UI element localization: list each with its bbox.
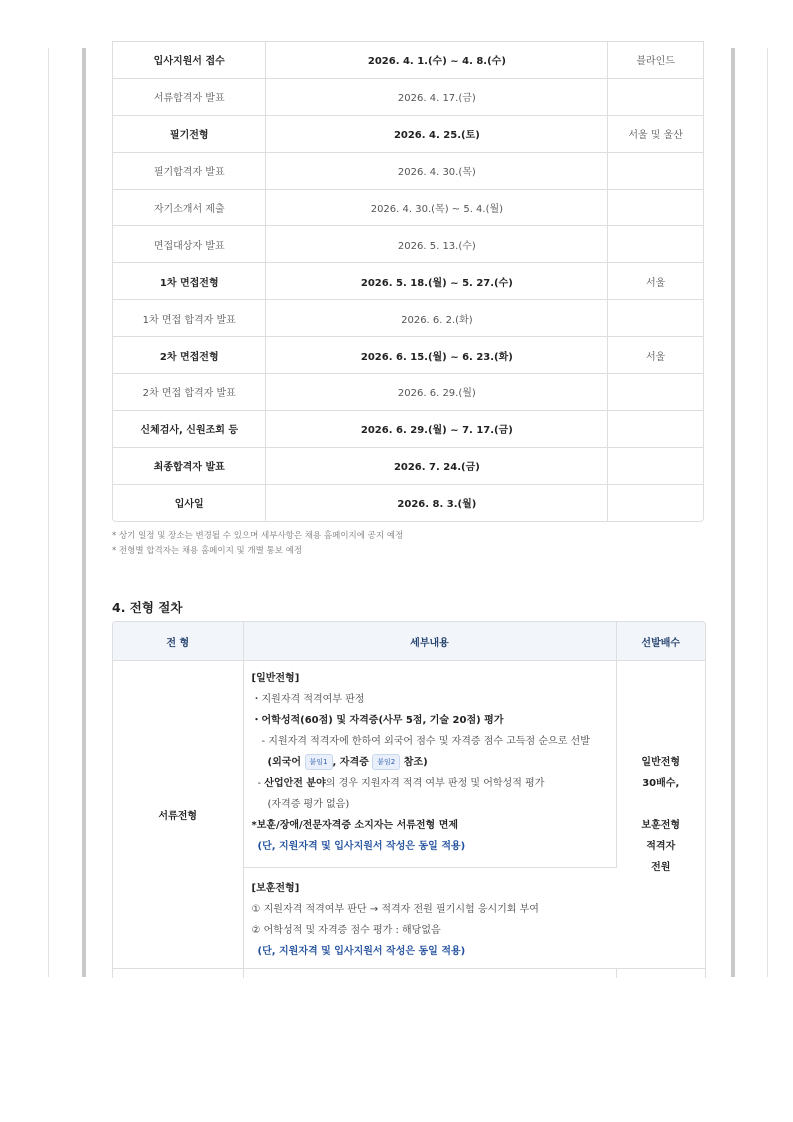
content-bar-left	[82, 48, 86, 977]
schedule-row	[113, 448, 703, 485]
schedule-date: 2026. 4. 25.(토)	[266, 116, 608, 153]
schedule-row	[113, 116, 703, 153]
schedule-note-cell	[608, 190, 703, 227]
reference-text: 참조)	[403, 757, 428, 768]
schedule-date: 2026. 6. 29.(월) ~ 7. 17.(금)	[266, 411, 608, 448]
general-heading: [일반전형]	[251, 673, 300, 684]
schedule-note: * 전형별 합격자는 채용 홈페이지 및 개별 통보 예정	[112, 546, 303, 556]
schedule-row	[113, 411, 703, 448]
section-title: 4. 전형 절차	[112, 600, 183, 615]
next-detail-cell	[243, 969, 616, 979]
schedule-note: * 상기 일정 및 장소는 변경될 수 있으며 세부사항은 채용 홈페이지에 공지 예정	[112, 531, 404, 541]
schedule-row	[113, 226, 703, 263]
reference-text: (외국어	[267, 757, 302, 768]
header-multiple: 선발배수	[616, 622, 705, 661]
document-stage-row	[113, 661, 705, 868]
schedule-row	[113, 42, 703, 79]
veteran-detail-cell	[243, 868, 616, 969]
schedule-step: 필기합격자 발표	[113, 153, 266, 190]
veteran-item: ② 어학성적 및 자격증 점수 평가 : 해당없음	[251, 925, 441, 936]
procedure-table	[113, 622, 705, 978]
schedule-row	[113, 337, 703, 374]
veteran-note: (단, 지원자격 및 입사지원서 작성은 동일 적용)	[257, 946, 466, 957]
schedule-step: 최종합격자 발표	[113, 448, 266, 485]
safety-field-label: 산업안전 분야	[264, 778, 326, 789]
veteran-heading: [보훈전형]	[251, 883, 300, 894]
schedule-step: 신체검사, 신원조회 등	[113, 411, 266, 448]
schedule-step: 필기전형	[113, 116, 266, 153]
schedule-date: 2026. 8. 3.(월)	[266, 485, 608, 521]
header-stage: 전 형	[113, 622, 243, 661]
schedule-row	[113, 79, 703, 116]
page-border-right	[767, 48, 768, 977]
schedule-note-cell: 서울	[608, 337, 703, 374]
content-bar-right	[731, 48, 735, 977]
schedule-body	[113, 42, 703, 521]
exemption-note: (단, 지원자격 및 입사지원서 작성은 동일 적용)	[257, 841, 466, 852]
schedule-row	[113, 485, 703, 521]
schedule-date: 2026. 6. 15.(월) ~ 6. 23.(화)	[266, 337, 608, 374]
general-reference-line	[252, 752, 616, 773]
schedule-step: 서류합격자 발표	[113, 79, 266, 116]
page-border-left	[48, 48, 49, 977]
general-subitem: - 산업안전 분야의 경우 지원자격 적격 여부 판정 및 어학성적 평가	[257, 778, 545, 789]
header-detail: 세부내용	[243, 622, 616, 661]
reference-text: , 자격증	[332, 757, 369, 768]
multiple-veteran-value: 적격자	[646, 840, 676, 852]
attachment1-badge[interactable]: 붙임1	[305, 754, 333, 770]
general-subitem: (자격증 평가 없음)	[267, 799, 350, 810]
schedule-date: 2026. 7. 24.(금)	[266, 448, 608, 485]
schedule-step: 입사지원서 접수	[113, 42, 266, 79]
safety-field-text: 의 경우 지원자격 적격 여부 판정 및 어학성적 평가	[325, 778, 545, 789]
schedule-row	[113, 153, 703, 190]
schedule-note-cell	[608, 411, 703, 448]
schedule-step: 면접대상자 발표	[113, 226, 266, 263]
schedule-date: 2026. 4. 30.(목)	[266, 153, 608, 190]
multiple-general-value: 30배수,	[642, 777, 680, 789]
multiple-veteran-value: 전원	[651, 861, 671, 873]
exemption-text: *보훈/장애/전문자격증 소지자는 서류전형 면제	[251, 820, 459, 831]
schedule-note-cell	[608, 226, 703, 263]
schedule-row	[113, 374, 703, 411]
veteran-item: ① 지원자격 적격여부 판단 → 적격자 전원 필기시험 응시기회 부여	[251, 904, 539, 915]
general-subitem: - 지원자격 적격자에 한하여 외국어 점수 및 자격증 점수 고득점 순으로 선발	[261, 736, 590, 747]
schedule-step: 2차 면접전형	[113, 337, 266, 374]
next-multiple-cell	[616, 969, 705, 979]
general-item: ・지원자격 적격여부 판정	[251, 694, 365, 705]
schedule-row	[113, 300, 703, 337]
schedule-step: 1차 면접전형	[113, 263, 266, 300]
schedule-note-cell: 블라인드	[608, 42, 703, 79]
schedule-row	[113, 263, 703, 300]
multiple-general-label: 일반전형	[641, 756, 681, 768]
schedule-date: 2026. 4. 1.(수) ~ 4. 8.(수)	[266, 42, 608, 79]
general-detail-cell	[243, 661, 616, 868]
schedule-date: 2026. 4. 17.(금)	[266, 79, 608, 116]
schedule-step: 1차 면접 합격자 발표	[113, 300, 266, 337]
stage-name: 서류전형	[113, 661, 243, 969]
multiple-veteran-label: 보훈전형	[641, 819, 681, 831]
schedule-note-cell	[608, 485, 703, 521]
schedule-date: 2026. 6. 2.(화)	[266, 300, 608, 337]
schedule-notes	[112, 529, 403, 559]
procedure-header-row	[113, 622, 705, 661]
schedule-date: 2026. 5. 18.(월) ~ 5. 27.(수)	[266, 263, 608, 300]
schedule-note-cell	[608, 153, 703, 190]
schedule-step: 입사일	[113, 485, 266, 521]
schedule-date: 2026. 5. 13.(수)	[266, 226, 608, 263]
schedule-date: 2026. 6. 29.(월)	[266, 374, 608, 411]
schedule-step: 자기소개서 제출	[113, 190, 266, 227]
next-stage-cell	[113, 969, 243, 979]
attachment2-badge[interactable]: 붙임2	[372, 754, 400, 770]
schedule-step: 2차 면접 합격자 발표	[113, 374, 266, 411]
schedule-row	[113, 190, 703, 227]
schedule-table	[112, 41, 704, 522]
schedule-note-cell	[608, 79, 703, 116]
schedule-note-cell: 서울	[608, 263, 703, 300]
schedule-note-cell: 서울 및 울산	[608, 116, 703, 153]
schedule-note-cell	[608, 448, 703, 485]
schedule-note-cell	[608, 300, 703, 337]
schedule-note-cell	[608, 374, 703, 411]
procedure-table-wrap	[112, 621, 706, 978]
multiple-cell	[616, 661, 705, 969]
schedule-date: 2026. 4. 30.(목) ~ 5. 4.(월)	[266, 190, 608, 227]
next-stage-row	[113, 969, 705, 979]
general-item: ・어학성적(60점) 및 자격증(사무 5점, 기술 20점) 평가	[251, 715, 504, 726]
